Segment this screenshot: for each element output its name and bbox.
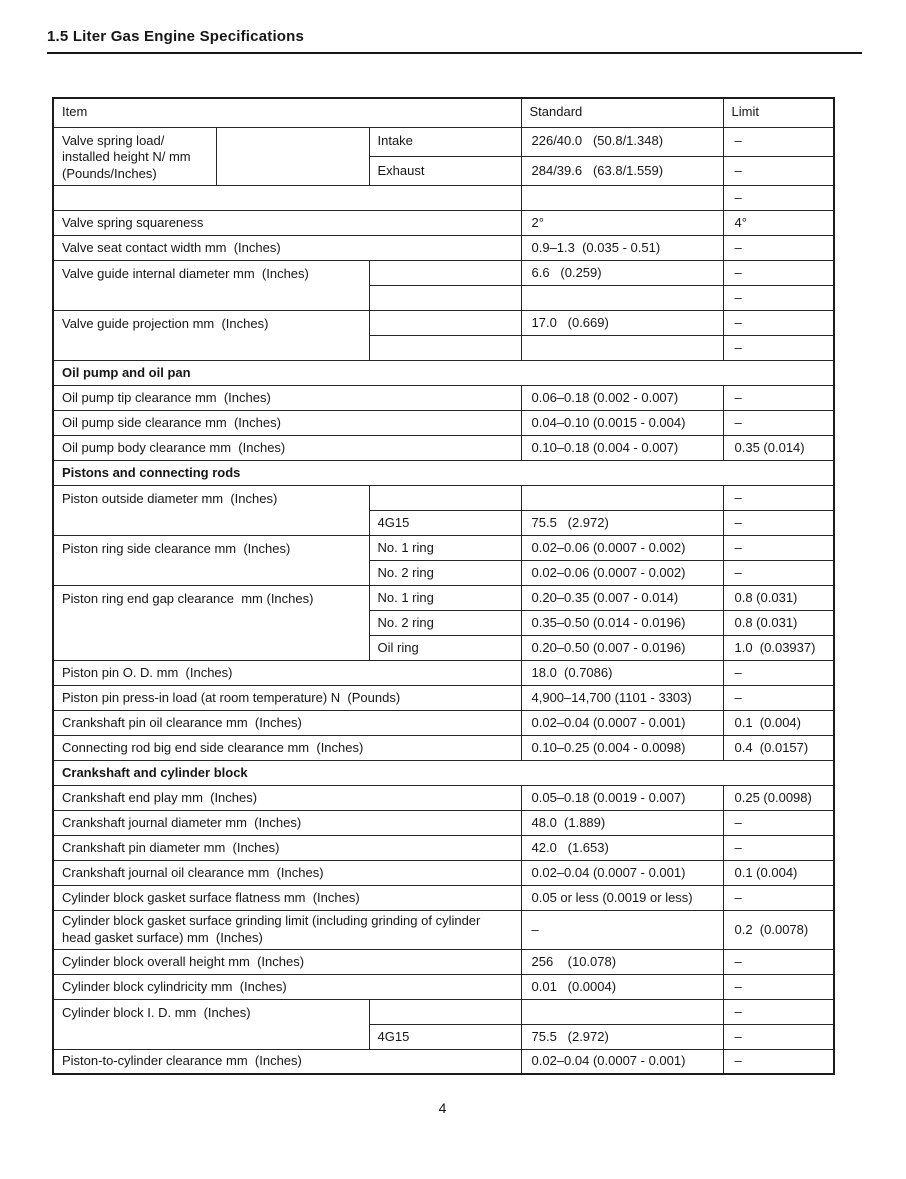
standard-cell: 0.02–0.04 (0.0007 - 0.001) bbox=[521, 711, 723, 736]
spacer-cell bbox=[216, 127, 369, 186]
table-row bbox=[53, 261, 834, 286]
limit-cell: – bbox=[723, 999, 834, 1024]
table-row bbox=[53, 486, 834, 511]
limit-cell: 0.25 (0.0098) bbox=[723, 786, 834, 811]
standard-cell: 6.6 (0.259) bbox=[521, 261, 723, 286]
standard-cell: 0.20–0.50 (0.007 - 0.0196) bbox=[521, 636, 723, 661]
limit-cell: – bbox=[723, 1024, 834, 1049]
limit-cell: 1.0 (0.03937) bbox=[723, 636, 834, 661]
limit-cell: – bbox=[723, 186, 834, 211]
item-cell: Valve guide internal diameter mm (Inches) bbox=[53, 261, 369, 311]
limit-cell: – bbox=[723, 486, 834, 511]
table-row bbox=[53, 811, 834, 836]
table-row bbox=[53, 836, 834, 861]
sub-item-cell: Intake bbox=[369, 127, 521, 156]
standard-cell bbox=[521, 486, 723, 511]
item-cell: Crankshaft journal oil clearance mm (Inches) bbox=[53, 861, 521, 886]
sub-item-cell bbox=[369, 261, 521, 286]
sub-item-cell: No. 1 ring bbox=[369, 536, 521, 561]
sub-item-cell bbox=[369, 336, 521, 361]
sub-item-cell: No. 2 ring bbox=[369, 561, 521, 586]
table-row bbox=[53, 786, 834, 811]
sub-item-cell: Oil ring bbox=[369, 636, 521, 661]
item-cell bbox=[53, 186, 521, 211]
limit-cell: 0.35 (0.014) bbox=[723, 436, 834, 461]
limit-cell: – bbox=[723, 661, 834, 686]
item-cell: Piston pin press-in load (at room temperature) N (Pounds) bbox=[53, 686, 521, 711]
limit-cell: – bbox=[723, 1049, 834, 1074]
limit-cell: – bbox=[723, 311, 834, 336]
table-row bbox=[53, 236, 834, 261]
standard-cell bbox=[521, 336, 723, 361]
section-row bbox=[53, 761, 834, 786]
col-header-item: Item bbox=[53, 98, 521, 127]
item-cell: Crankshaft end play mm (Inches) bbox=[53, 786, 521, 811]
item-cell: Oil pump side clearance mm (Inches) bbox=[53, 411, 521, 436]
sub-item-cell: 4G15 bbox=[369, 511, 521, 536]
standard-cell: 2° bbox=[521, 211, 723, 236]
item-cell: Oil pump tip clearance mm (Inches) bbox=[53, 386, 521, 411]
table-row bbox=[53, 311, 834, 336]
limit-cell: – bbox=[723, 949, 834, 974]
limit-cell: – bbox=[723, 811, 834, 836]
table-row bbox=[53, 436, 834, 461]
limit-cell: – bbox=[723, 261, 834, 286]
standard-cell: 256 (10.078) bbox=[521, 949, 723, 974]
spec-table bbox=[52, 97, 835, 1075]
limit-cell: 0.8 (0.031) bbox=[723, 586, 834, 611]
item-cell: Valve seat contact width mm (Inches) bbox=[53, 236, 521, 261]
table-row bbox=[53, 386, 834, 411]
item-cell: Cylinder block overall height mm (Inches) bbox=[53, 949, 521, 974]
standard-cell: 0.02–0.04 (0.0007 - 0.001) bbox=[521, 861, 723, 886]
table-row bbox=[53, 661, 834, 686]
standard-cell: 42.0 (1.653) bbox=[521, 836, 723, 861]
item-cell: Piston pin O. D. mm (Inches) bbox=[53, 661, 521, 686]
table-row bbox=[53, 911, 834, 950]
table-row bbox=[53, 949, 834, 974]
table-row bbox=[53, 736, 834, 761]
table-row bbox=[53, 974, 834, 999]
table-row bbox=[53, 861, 834, 886]
limit-cell: – bbox=[723, 561, 834, 586]
standard-cell: 17.0 (0.669) bbox=[521, 311, 723, 336]
table-row bbox=[53, 411, 834, 436]
item-cell: Piston ring side clearance mm (Inches) bbox=[53, 536, 369, 586]
item-cell: Oil pump body clearance mm (Inches) bbox=[53, 436, 521, 461]
standard-cell: 48.0 (1.889) bbox=[521, 811, 723, 836]
limit-cell: – bbox=[723, 836, 834, 861]
item-cell: Piston outside diameter mm (Inches) bbox=[53, 486, 369, 536]
limit-cell: – bbox=[723, 886, 834, 911]
standard-cell: 0.02–0.06 (0.0007 - 0.002) bbox=[521, 561, 723, 586]
standard-cell: 0.9–1.3 (0.035 - 0.51) bbox=[521, 236, 723, 261]
standard-cell: 18.0 (0.7086) bbox=[521, 661, 723, 686]
item-cell: Valve guide projection mm (Inches) bbox=[53, 311, 369, 361]
standard-cell: 0.01 (0.0004) bbox=[521, 974, 723, 999]
standard-cell: 0.35–0.50 (0.014 - 0.0196) bbox=[521, 611, 723, 636]
page-title: 1.5 Liter Gas Engine Specifications bbox=[47, 28, 862, 54]
section-header: Crankshaft and cylinder block bbox=[53, 761, 834, 786]
standard-cell: 0.04–0.10 (0.0015 - 0.004) bbox=[521, 411, 723, 436]
table-row bbox=[53, 586, 834, 611]
section-header: Pistons and connecting rods bbox=[53, 461, 834, 486]
limit-cell: 0.1 (0.004) bbox=[723, 861, 834, 886]
limit-cell: – bbox=[723, 686, 834, 711]
item-cell: Cylinder block gasket surface flatness mm (Inches) bbox=[53, 886, 521, 911]
limit-cell: 0.1 (0.004) bbox=[723, 711, 834, 736]
table-row bbox=[53, 686, 834, 711]
item-cell: Connecting rod big end side clearance mm (Inches) bbox=[53, 736, 521, 761]
standard-cell: 0.05 or less (0.0019 or less) bbox=[521, 886, 723, 911]
limit-cell: – bbox=[723, 336, 834, 361]
limit-cell: 0.4 (0.0157) bbox=[723, 736, 834, 761]
standard-cell: 0.02–0.04 (0.0007 - 0.001) bbox=[521, 1049, 723, 1074]
page-number: 4 bbox=[438, 1100, 447, 1116]
sub-item-cell: Exhaust bbox=[369, 156, 521, 185]
limit-cell: 0.2 (0.0078) bbox=[723, 911, 834, 950]
sub-item-cell: No. 2 ring bbox=[369, 611, 521, 636]
limit-cell: – bbox=[723, 536, 834, 561]
limit-cell: – bbox=[723, 511, 834, 536]
item-cell: Cylinder block gasket surface grinding limit (including grinding of cylinder head gasket surface) mm (Inches) bbox=[53, 911, 521, 950]
item-cell: Piston ring end gap clearance mm (Inches) bbox=[53, 586, 369, 661]
item-cell: Cylinder block cylindricity mm (Inches) bbox=[53, 974, 521, 999]
limit-cell: – bbox=[723, 386, 834, 411]
table-row bbox=[53, 127, 834, 156]
limit-cell: – bbox=[723, 974, 834, 999]
col-header-limit: Limit bbox=[723, 98, 834, 127]
table-row bbox=[53, 186, 834, 211]
standard-cell: 0.10–0.18 (0.004 - 0.007) bbox=[521, 436, 723, 461]
table-row bbox=[53, 536, 834, 561]
standard-cell: 0.06–0.18 (0.002 - 0.007) bbox=[521, 386, 723, 411]
standard-cell: 0.05–0.18 (0.0019 - 0.007) bbox=[521, 786, 723, 811]
sub-item-cell bbox=[369, 286, 521, 311]
standard-cell: 75.5 (2.972) bbox=[521, 1024, 723, 1049]
table-row bbox=[53, 711, 834, 736]
sub-item-cell bbox=[369, 486, 521, 511]
section-row bbox=[53, 361, 834, 386]
limit-cell: 4° bbox=[723, 211, 834, 236]
item-cell: Crankshaft pin diameter mm (Inches) bbox=[53, 836, 521, 861]
limit-cell: – bbox=[723, 286, 834, 311]
standard-cell: 284/39.6 (63.8/1.559) bbox=[521, 156, 723, 185]
sub-item-cell: No. 1 ring bbox=[369, 586, 521, 611]
limit-cell: – bbox=[723, 411, 834, 436]
sub-item-cell: 4G15 bbox=[369, 1024, 521, 1049]
limit-cell: – bbox=[723, 236, 834, 261]
item-cell: Valve spring load/ installed height N/ mm (Pounds/Inches) bbox=[53, 127, 216, 186]
standard-cell bbox=[521, 286, 723, 311]
standard-cell bbox=[521, 186, 723, 211]
table-row bbox=[53, 1049, 834, 1074]
standard-cell: 226/40.0 (50.8/1.348) bbox=[521, 127, 723, 156]
limit-cell: – bbox=[723, 127, 834, 156]
standard-cell: 0.20–0.35 (0.007 - 0.014) bbox=[521, 586, 723, 611]
limit-cell: – bbox=[723, 156, 834, 185]
sub-item-cell bbox=[369, 311, 521, 336]
item-cell: Valve spring squareness bbox=[53, 211, 521, 236]
standard-cell: 75.5 (2.972) bbox=[521, 511, 723, 536]
section-header: Oil pump and oil pan bbox=[53, 361, 834, 386]
standard-cell: 4,900–14,700 (1101 - 3303) bbox=[521, 686, 723, 711]
sub-item-cell bbox=[369, 999, 521, 1024]
standard-cell: 0.02–0.06 (0.0007 - 0.002) bbox=[521, 536, 723, 561]
item-cell: Cylinder block I. D. mm (Inches) bbox=[53, 999, 369, 1049]
standard-cell bbox=[521, 999, 723, 1024]
table-row bbox=[53, 211, 834, 236]
item-cell: Crankshaft pin oil clearance mm (Inches) bbox=[53, 711, 521, 736]
standard-cell: 0.10–0.25 (0.004 - 0.0098) bbox=[521, 736, 723, 761]
table-header-row bbox=[53, 98, 834, 127]
table-row bbox=[53, 999, 834, 1024]
standard-cell: – bbox=[521, 911, 723, 950]
item-cell: Piston-to-cylinder clearance mm (Inches) bbox=[53, 1049, 521, 1074]
limit-cell: 0.8 (0.031) bbox=[723, 611, 834, 636]
section-row bbox=[53, 461, 834, 486]
item-cell: Crankshaft journal diameter mm (Inches) bbox=[53, 811, 521, 836]
table-row bbox=[53, 886, 834, 911]
col-header-standard: Standard bbox=[521, 98, 723, 127]
